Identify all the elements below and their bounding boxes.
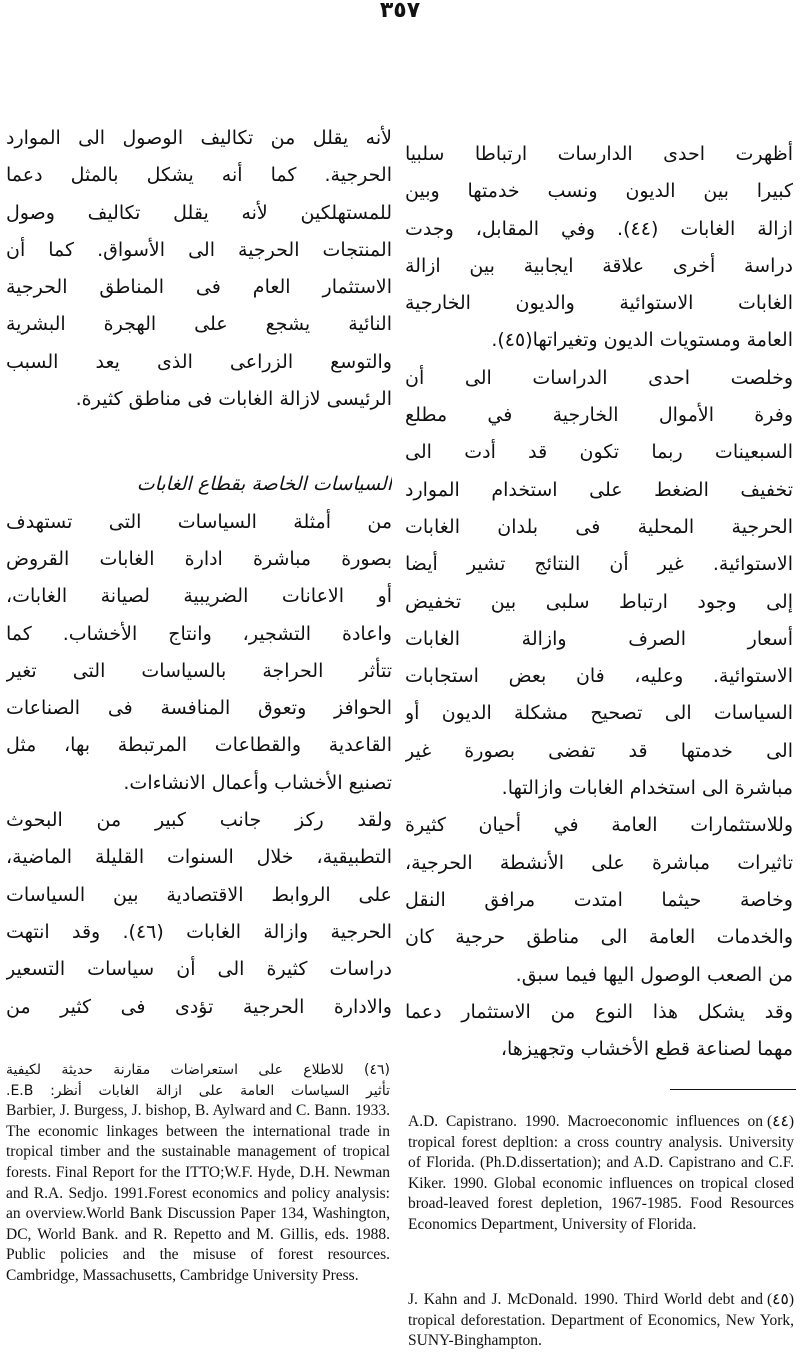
text-line: القاعدية والقطاعات المرتبطة بها، مثل — [6, 734, 392, 757]
text-line: والخدمات العامة الى مناطق حرجية كان — [405, 926, 793, 949]
section-heading: السياسات الخاصة بقطاع الغابات — [136, 473, 392, 496]
text-line: الاستثمار العام فى المناطق الحرجية — [6, 276, 392, 299]
text-line: الى خدمتها قد تفضى بصورة غير — [405, 739, 793, 762]
text-line: الحرجية وازالة الغابات (٤٦). وقد انتهت — [6, 920, 392, 943]
text-line: ولقد ركز جانب كبير من البحوث — [6, 809, 392, 832]
footnote-44 — [408, 1112, 794, 1236]
text-line: إلى وجود ارتباط سلبى بين تخفيض — [405, 590, 793, 613]
text-line: السبعينات ربما تكون قد أدت الى — [405, 441, 793, 464]
text-line: أظهرت احدى الدارسات ارتباطا سلبيا — [405, 143, 793, 165]
text-line: العامة ومستويات الديون وتغيراتها(٤٥). — [491, 329, 793, 352]
text-line: وفرة الأموال الخارجية في مطلع — [405, 404, 793, 427]
text-line: تخفيف الضغط على استخدام الموارد — [405, 478, 793, 501]
text-line: الغابات الاستوائية والديون الخارجية — [405, 292, 793, 315]
text-line: مباشرة الى استخدام الغابات وازالتها. — [501, 777, 793, 800]
text-line: تتأثر الحراجة بالسياسات التى تغير — [6, 659, 392, 682]
text-line: دراسات كثيرة الى أن سياسات التسعير — [6, 958, 392, 981]
text-line: والادارة الحرجية تؤدى فى كثير من — [6, 995, 392, 1018]
text-line: ازالة الغابات (٤٤). وفي المقابل، وجدت — [405, 217, 793, 240]
footnote-marker: (٤٥) — [767, 1291, 794, 1308]
text-line: كبيرا بين الديون ونسب خدمتها وبين — [405, 180, 793, 203]
footnote-45 — [408, 1290, 794, 1352]
text-line: تصنيع الأخشاب وأعمال الانشاءات. — [123, 771, 392, 794]
text-line: السياسات الى تصحيح مشكلة الديون أو — [405, 702, 793, 725]
text-line: التطبيقية، خلال السنوات القليلة الماضية، — [6, 846, 392, 869]
text-line: الحرجية المحلية فى بلدان الغابات — [405, 515, 793, 538]
text-line: بصورة مباشرة ادارة الغابات القروض — [6, 547, 392, 570]
text-line: الاستوائية. غير أن النتائج تشير أيضا — [405, 553, 793, 576]
right-column — [405, 136, 793, 1068]
left-column-paragraph — [6, 504, 392, 1026]
text-line: وخاصة حيثما امتدت مرافق النقل — [405, 888, 793, 911]
text-line: للمستهلكين لأنه يقلل تكاليف وصول — [6, 201, 392, 224]
text-line: وخلصت احدى الدراسات الى أن — [405, 366, 793, 389]
text-line: من الصعب الوصول اليها فيما سبق. — [515, 963, 793, 986]
text-line: من أمثلة السياسات التى تستهدف — [6, 510, 392, 533]
footnote-46 — [6, 1060, 390, 1287]
left-column-paragraph — [6, 120, 392, 418]
text-line: الاستوائية. وعليه، فان بعض استجابات — [405, 665, 793, 688]
text-line: المنتجات الحرجية الى الأسواق. كما أن — [6, 238, 392, 261]
text-line: مهما لصناعة قطع الأخشاب وتجهيزها، — [500, 1038, 793, 1061]
page-number: ٣٥٧ — [379, 0, 421, 23]
left-column — [6, 120, 392, 1026]
text-line: وقد يشكل هذا النوع من الاستثمار دعما — [405, 1000, 793, 1023]
text-line: الرئيسى لازالة الغابات فى مناطق كثيرة. — [75, 388, 392, 411]
text-line: النائية يشجع على الهجرة البشرية — [6, 313, 392, 336]
text-line: لأنه يقلل من تكاليف الوصول الى الموارد — [6, 127, 392, 149]
text-line: دراسة أخرى علاقة ايجابية بين ازالة — [405, 254, 793, 277]
footnote-46-arabic-line: (٤٦) للاطلاع على استعراضات مقارنة حديثة لكيفية — [6, 1062, 390, 1078]
text-line: والتوسع الزراعى الذى يعد السبب — [6, 350, 392, 373]
footnote-text: J. Kahn and J. McDonald. 1990. Third World debt and tropical deforestation. Department of Economics, New York, SUNY-Binghampton. — [408, 1291, 794, 1350]
text-line: الحرجية. كما أنه يشكل بالمثل دعما — [6, 164, 392, 187]
footnote-46-arabic-line: تأثير السياسات العامة على ازالة الغابات أنظر: E.B. — [6, 1082, 390, 1099]
footnote-46-references: Barbier, J. Burgess, J. bishop, B. Aylward and C. Bann. 1933. The economic linkages between the international trade in tropical timber and the sustainable management of tropical forests. Final Report for the ITTO;W.F. Hyde, D.H. Newman and R.A. Sedjo. 1991.Forest economics and policy analysis: an overview.World Bank Discussion Paper 134, Washington, DC, World Bank. and R. Repetto and M. Gillis, eds. 1988. Public policies and the misuse of forest resources. Cambridge, Massachusetts, Cambridge University Press. — [6, 1102, 390, 1284]
text-line: وللاستثمارات العامة في أحيان كثيرة — [405, 814, 793, 837]
footnote-marker: (٤٤) — [767, 1113, 794, 1130]
footnote-divider — [670, 1089, 796, 1090]
text-line: تاثيرات مباشرة على الأنشطة الحرجية، — [405, 851, 793, 874]
text-line: واعادة التشجير، وانتاج الأخشاب. كما — [6, 622, 392, 645]
text-line: أسعار الصرف وازالة الغابات — [405, 627, 793, 650]
footnote-text: A.D. Capistrano. 1990. Macroeconomic influences on tropical forest depltion: a cross country analysis. University of Florida. (Ph.D.dissertation); and A.D. Capistrano and C.F. Kiker. 1990. Global economic influences on tropical closed broad-leaved forest depletion, 1967-1985. Food Resources Economics Department, University of Florida. — [408, 1113, 794, 1233]
text-line: الحوافز وتعوق المنافسة فى الصناعات — [6, 697, 392, 720]
text-line: أو الاعانات الضريبية لصيانة الغابات، — [6, 585, 392, 608]
text-line: على الروابط الاقتصادية بين السياسات — [6, 883, 392, 906]
